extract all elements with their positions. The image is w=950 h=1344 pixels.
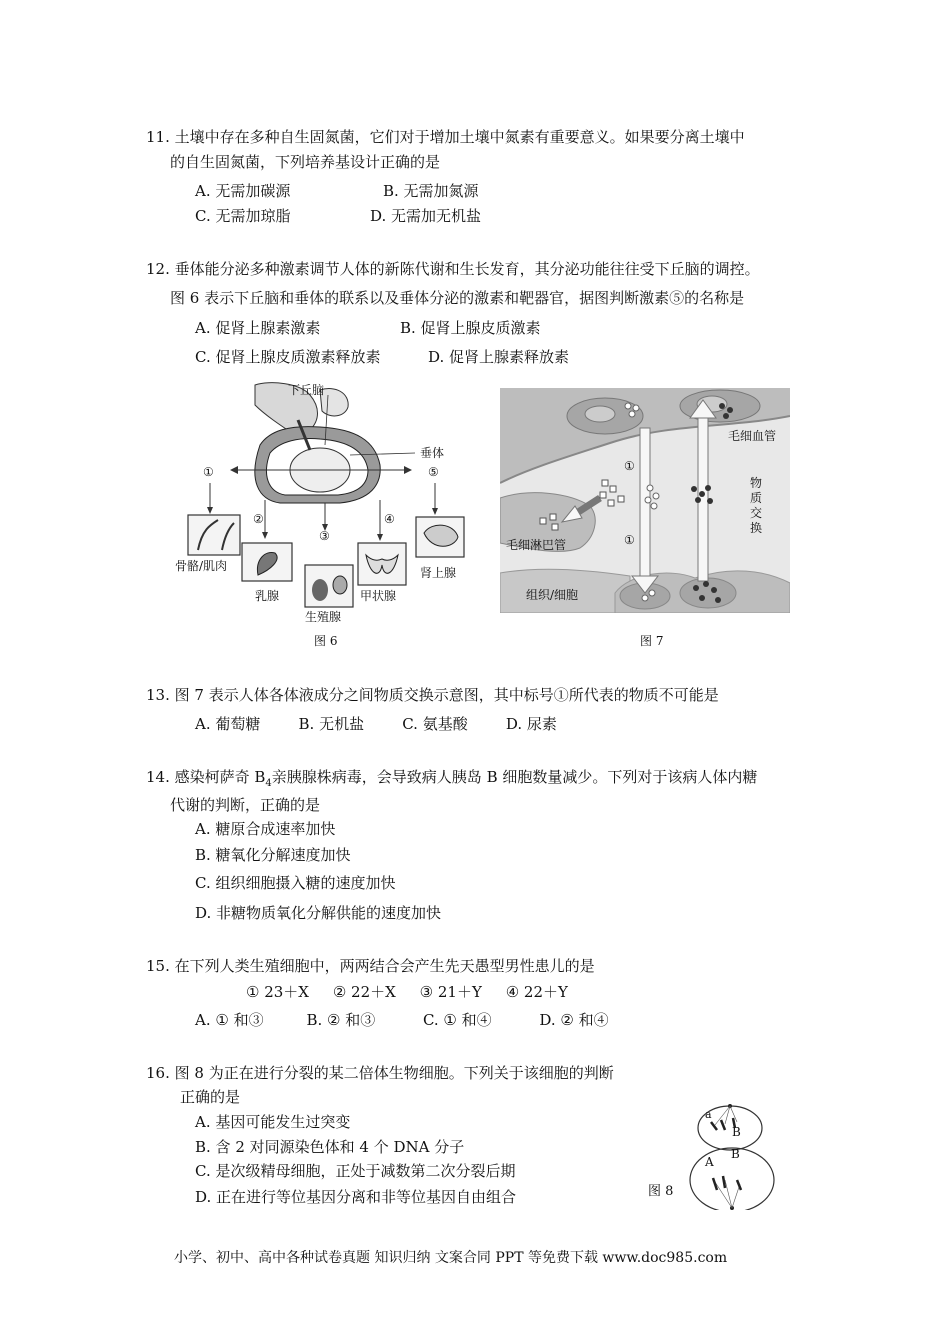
q16-stem-line2: 正确的是 — [180, 1088, 241, 1106]
label-bone-muscle: 骨骼/肌肉 — [175, 559, 228, 573]
label-n5: ⑤ — [428, 465, 439, 479]
label-n3: ③ — [319, 529, 330, 543]
figure-6 — [170, 375, 470, 630]
fig8-label-a: a — [705, 1108, 712, 1121]
figure-8 — [685, 1100, 785, 1210]
figure-7-caption: 图 7 — [640, 634, 664, 648]
q12-option-b: B. 促肾上腺皮质激素 — [400, 319, 541, 337]
label-pituitary: 垂体 — [420, 446, 445, 460]
q14-option-b: B. 糖氧化分解速度加快 — [195, 846, 351, 864]
label-marker-1-bottom: ① — [624, 533, 635, 547]
q12-option-d: D. 促肾上腺素释放素 — [428, 348, 570, 366]
q11-option-c: C. 无需加琼脂 — [195, 207, 291, 225]
label-tissue-cell: 组织/细胞 — [526, 588, 579, 602]
q11-stem-line2: 的自生固氮菌，下列培养基设计正确的是 — [170, 153, 441, 171]
q12-stem-line2: 图 6 表示下丘脑和垂体的联系以及垂体分泌的激素和靶器官，据图判断激素⑤的名称是 — [170, 289, 745, 307]
q14-subscript: 4 — [265, 778, 272, 789]
q16-option-a: A. 基因可能发生过突变 — [195, 1113, 351, 1131]
q11-option-a: A. 无需加碳源 — [195, 182, 291, 200]
q14-stem-part1: 14. 感染柯萨奇 B — [146, 768, 266, 786]
q14-stem-part2: 亲胰腺株病毒，会导致病人胰岛 B 细胞数量减少。下列对于该病人体内糖 — [271, 768, 758, 786]
q11-stem-line1: 11. 土壤中存在多种自生固氮菌，它们对于增加土壤中氮素有重要意义。如果要分离土壤中 — [146, 128, 745, 146]
figure-6-drawing — [170, 375, 470, 630]
q11-option-d: D. 无需加无机盐 — [370, 207, 482, 225]
label-n2: ② — [253, 512, 264, 526]
q14-stem-line1 — [146, 767, 757, 794]
label-thyroid: 甲状腺 — [360, 589, 397, 603]
footer-text: 小学、初中、高中各种试卷真题 知识归纳 文案合同 PPT 等免费下载 www.doc985.com — [174, 1250, 728, 1266]
q14-stem-line2: 代谢的判断，正确的是 — [170, 796, 321, 814]
label-marker-1-top: ① — [624, 459, 635, 473]
figure-6-caption: 图 6 — [314, 634, 338, 648]
q15-stem: 15. 在下列人类生殖细胞中，两两结合会产生先天愚型男性患儿的是 — [146, 957, 595, 975]
q14-option-a: A. 糖原合成速率加快 — [195, 820, 336, 838]
q15-options: A. ① 和③ B. ② 和③ C. ① 和④ D. ② 和④ — [195, 1011, 609, 1029]
q14-option-c: C. 组织细胞摄入糖的速度加快 — [195, 874, 396, 892]
q13-options: A. 葡萄糖 B. 无机盐 C. 氨基酸 D. 尿素 — [195, 715, 557, 733]
fig8-label-B-top: B — [732, 1125, 741, 1139]
label-lymph-capillary: 毛细淋巴管 — [506, 538, 567, 552]
label-mammary: 乳腺 — [255, 589, 280, 603]
q16-option-d: D. 正在进行等位基因分离和非等位基因自由组合 — [195, 1188, 517, 1206]
q12-option-a: A. 促肾上腺素激素 — [195, 319, 321, 337]
q13-stem: 13. 图 7 表示人体各体液成分之间物质交换示意图，其中标号①所代表的物质不可能是 — [146, 686, 719, 704]
label-n4: ④ — [384, 512, 395, 526]
figure-7 — [500, 388, 790, 613]
figure-7-drawing — [500, 388, 790, 613]
q12-option-c: C. 促肾上腺皮质激素释放素 — [195, 348, 381, 366]
q16-stem-line1: 16. 图 8 为正在进行分裂的某二倍体生物细胞。下列关于该细胞的判断 — [146, 1064, 614, 1082]
label-gonad: 生殖腺 — [305, 610, 342, 624]
fig8-label-B-bottom: B — [731, 1147, 740, 1161]
label-adrenal: 肾上腺 — [420, 566, 457, 580]
label-capillary: 毛细血管 — [728, 429, 777, 443]
label-hypothalamus: 下丘脑 — [288, 383, 325, 397]
q16-option-b: B. 含 2 对同源染色体和 4 个 DNA 分子 — [195, 1138, 465, 1156]
fig8-label-A: A — [705, 1155, 714, 1169]
label-n1: ① — [203, 465, 214, 479]
q14-option-d: D. 非糖物质氧化分解供能的速度加快 — [195, 904, 442, 922]
q15-items: ① 23＋X ② 22＋X ③ 21＋Y ④ 22＋Y — [246, 983, 568, 1001]
label-exchange: 物质交换 — [750, 476, 763, 535]
figure-8-caption: 图 8 — [648, 1184, 674, 1199]
q12-stem-line1: 12. 垂体能分泌多种激素调节人体的新陈代谢和生长发育，其分泌功能往往受下丘脑的调控。 — [146, 260, 760, 278]
q11-option-b: B. 无需加氮源 — [383, 182, 479, 200]
q16-option-c: C. 是次级精母细胞，正处于减数第二次分裂后期 — [195, 1162, 516, 1180]
